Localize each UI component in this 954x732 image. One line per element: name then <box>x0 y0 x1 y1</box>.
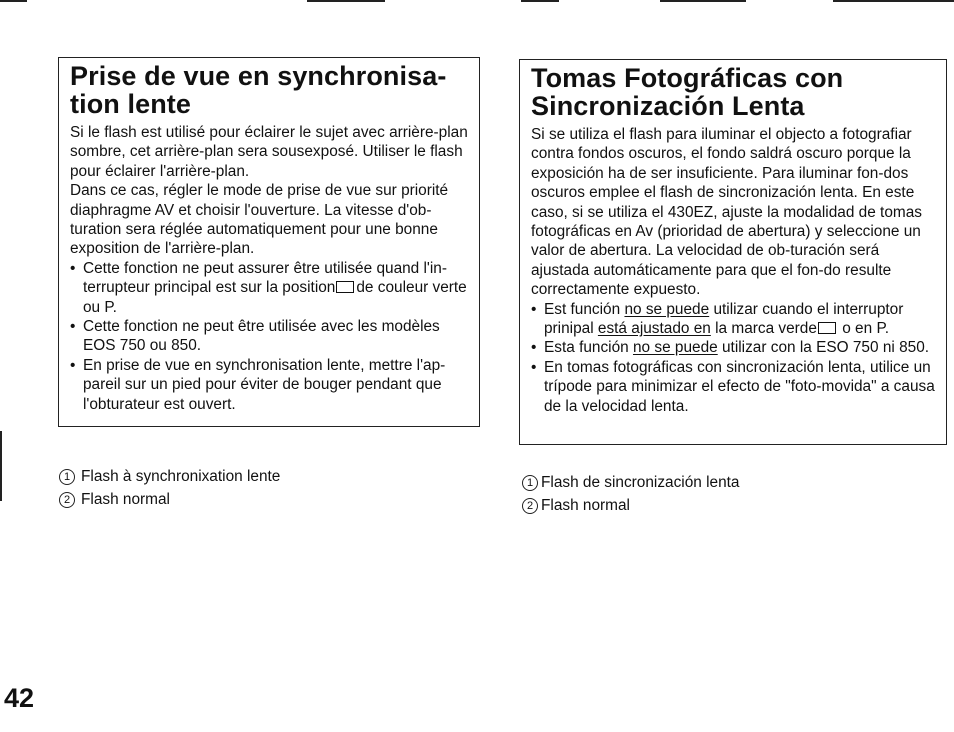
french-bullet-2-text: Cette fonction ne peut être utilisée avec les modèles EOS 750 ou 850. <box>83 318 440 355</box>
french-bullet-1-text-end: de couleur verte ou P. <box>83 279 467 316</box>
spanish-bullet-1-underlined-2: está ajustado en <box>597 320 711 338</box>
spanish-bullet-3 <box>531 358 936 416</box>
spanish-bullet-1 <box>531 300 936 339</box>
spanish-bullet-2 <box>531 338 936 357</box>
spanish-title-line-2: Sincronización Lenta <box>531 91 805 121</box>
french-section-title <box>70 62 469 118</box>
french-paragraph-2: Dans ce cas, régler le mode de prise de vue sur priorité diaphragme AV et choisir l'ouverture. La vitesse d'ob-turation sera réglée automatiquement pour une bonne exposition de l'arrière-plan. <box>70 182 449 258</box>
circled-number-icon: 2 <box>522 498 538 514</box>
spanish-title-line-1: Tomas Fotográficas con <box>531 63 844 93</box>
spanish-legend-item-1 <box>522 472 739 495</box>
spanish-section-box <box>519 59 947 445</box>
top-rule-center-2 <box>521 0 559 2</box>
french-bullet-list <box>70 259 469 414</box>
french-bullet-3-text: En prise de vue en synchronisation lente, mettre l'ap-pareil sur un pied pour éviter de bouger pendant que l'obturateur est ouvert. <box>83 356 446 413</box>
french-legend-item-2 <box>59 489 280 512</box>
french-bullet-2 <box>70 317 469 356</box>
bullet-dot: • <box>70 259 76 277</box>
french-section-box <box>58 57 480 427</box>
top-rule-center-3 <box>660 0 746 2</box>
bullet-dot: • <box>531 339 537 357</box>
spanish-bullet-1-underlined-1: no se puede <box>624 300 710 318</box>
top-rule-left <box>0 0 27 2</box>
spanish-bullet-1-mid: utilizar cuando el interruptor prinipal <box>544 300 904 338</box>
spanish-legend <box>522 472 739 517</box>
spanish-legend-label-1: Flash de sincronización lenta <box>541 474 740 491</box>
french-title-line-1: Prise de vue en synchronisa- <box>70 61 447 91</box>
circled-number-icon: 2 <box>59 492 75 508</box>
left-margin-rule <box>0 431 2 501</box>
spanish-legend-label-2: Flash normal <box>541 496 630 514</box>
top-rule-center-1 <box>307 0 385 2</box>
french-title-line-2: tion lente <box>70 89 191 119</box>
circled-number-icon: 1 <box>59 469 75 485</box>
spanish-bullet-1-post: la marca verde <box>715 320 817 338</box>
spanish-legend-item-2 <box>522 495 739 518</box>
spanish-bullet-1-pre: Est función <box>544 300 621 318</box>
bullet-dot: • <box>531 300 537 318</box>
green-square-icon <box>818 322 836 334</box>
french-bullet-1-text-start: Cette fonction ne peut assurer être utilisée quand l'in-terrupteur principal est sur la position <box>83 259 447 297</box>
french-legend-label-2: Flash normal <box>81 490 170 508</box>
green-square-icon <box>336 281 354 293</box>
french-bullet-3 <box>70 356 469 414</box>
french-legend-label-1: Flash à synchronixation lente <box>81 468 281 485</box>
french-legend-item-1 <box>59 466 280 489</box>
spanish-bullet-list <box>531 300 936 416</box>
spanish-paragraph-1: Si se utiliza el flash para iluminar el objecto a fotografiar contra fondos oscuros, el fondo saldrá oscuro porque la exposición ha de ser insuficiente. Para iluminar fon-dos oscuros emplee el flash de sincronización lenta. En este caso, si se utiliza el 430EZ, ajuste la modalidad de tomas fotográficas en Av (prioridad de abertura) y seleccione un valor de abertura. La velocidad de ob-turación será ajustada automáticamente para que el fon-do resulte correctamente expuesto. <box>531 126 922 299</box>
french-bullet-1 <box>70 259 469 317</box>
spanish-body <box>531 125 936 416</box>
spanish-bullet-1-end: o en P. <box>842 320 890 338</box>
bullet-dot: • <box>70 356 76 374</box>
circled-number-icon: 1 <box>522 475 538 491</box>
spanish-bullet-2-underlined: no se puede <box>632 339 718 357</box>
spanish-bullet-2-pre: Esta función <box>544 339 629 357</box>
bullet-dot: • <box>70 318 76 336</box>
french-legend <box>59 466 280 511</box>
french-body <box>70 123 469 414</box>
spanish-bullet-2-post: utilizar con la ESO 750 ni 850. <box>722 339 930 357</box>
french-paragraph-1: Si le flash est utilisé pour éclairer le sujet avec arrière-plan sombre, cet arrière-plan sera sousexposé. Utiliser le flash pour éclairer l'arrière-plan. <box>70 124 468 180</box>
spanish-section-title <box>531 64 936 120</box>
spanish-bullet-3-text: En tomas fotográficas con sincronización lenta, utilice un trípode para minimizar el efecto de "foto-movida" a causa de la velocidad lenta. <box>544 358 935 415</box>
page-number: 42 <box>4 683 35 713</box>
bullet-dot: • <box>531 358 537 376</box>
top-rule-right <box>833 0 954 2</box>
